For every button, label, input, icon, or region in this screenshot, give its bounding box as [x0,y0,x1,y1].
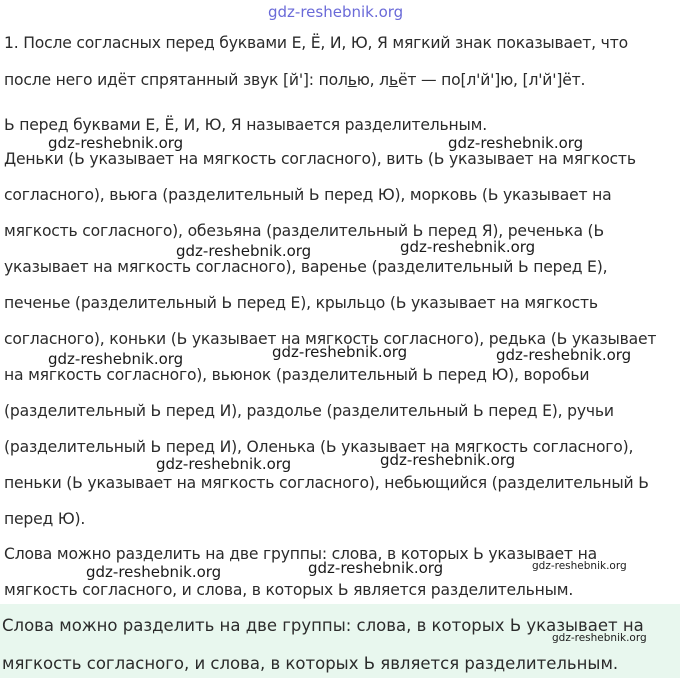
watermark-top: gdz-reshebnik.org [268,3,404,21]
watermark: gdz-reshebnik.org [308,559,444,577]
watermark: gdz-reshebnik.org [400,238,536,256]
watermark: gdz-reshebnik.org [156,455,292,473]
watermark: gdz-reshebnik.org [552,632,647,644]
watermark: gdz-reshebnik.org [86,563,222,581]
watermark: gdz-reshebnik.org [176,242,312,260]
soft-sign-highlight: ь [388,71,398,89]
paragraph-2-line: печенье (разделительный Ь перед Е), крыльцо (Ь указывает на мягкость [4,294,598,312]
paragraph-2-line: (разделительный Ь перед И), раздолье (разделительный Ь перед Е), ручьи [4,402,614,420]
watermark: gdz-reshebnik.org [48,350,184,368]
answer-line: мягкость согласного, и слова, в которых Ь является разделительным. [2,654,619,673]
paragraph-2-line: Деньки (Ь указывает на мягкость согласного), вить (Ь указывает на мягкость [4,150,636,168]
paragraph-2-line: Ь перед буквами Е, Ё, И, Ю, Я называется разделительным. [4,116,487,134]
watermark: gdz-reshebnik.org [496,346,632,364]
paragraph-2-line: (разделительный Ь перед И), Оленька (Ь указывает на мягкость согласного), [4,438,634,456]
watermark: gdz-reshebnik.org [272,343,408,361]
paragraph-1-line-2 [4,71,585,89]
paragraph-2-line: мягкость согласного), обезьяна (разделительный Ь перед Я), реченька (Ь [4,222,604,240]
paragraph-2-line: на мягкость согласного), вьюнок (разделительный Ь перед Ю), воробьи [4,366,590,384]
text-segment: после него идёт спрятанный звук [й']: пол [4,71,348,89]
paragraph-2-line: пеньки (Ь указывает на мягкость согласного), небьющийся (разделительный Ь [4,474,649,492]
soft-sign-highlight: ь [347,71,357,89]
paragraph-2-line: согласного), коньки (Ь указывает на мягкость согласного), редька (Ь указывает [4,330,657,348]
paragraph-2-line: согласного), вьюга (разделительный Ь перед Ю), морковь (Ь указывает на [4,186,612,204]
text-segment: ю, л [356,71,389,89]
paragraph-2-line: указывает на мягкость согласного), варенье (разделительный Ь перед Е), [4,258,608,276]
answer-line: Слова можно разделить на две группы: слова, в которых Ь указывает на [2,616,644,635]
paragraph-1-line-1: 1. После согласных перед буквами Е, Ё, И, Ю, Я мягкий знак показывает, что [4,34,628,52]
watermark: gdz-reshebnik.org [448,134,584,152]
watermark: gdz-reshebnik.org [48,134,184,152]
paragraph-3-line: мягкость согласного, и слова, в которых Ь является разделительным. [4,581,574,599]
paragraph-2-line: перед Ю). [4,510,86,528]
watermark: gdz-reshebnik.org [532,560,627,572]
paragraph-3-line: Слова можно разделить на две группы: слова, в которых Ь указывает на [4,545,597,563]
watermark: gdz-reshebnik.org [380,451,516,469]
text-segment: ёт — по[л'й']ю, [л'й']ёт. [397,71,586,89]
